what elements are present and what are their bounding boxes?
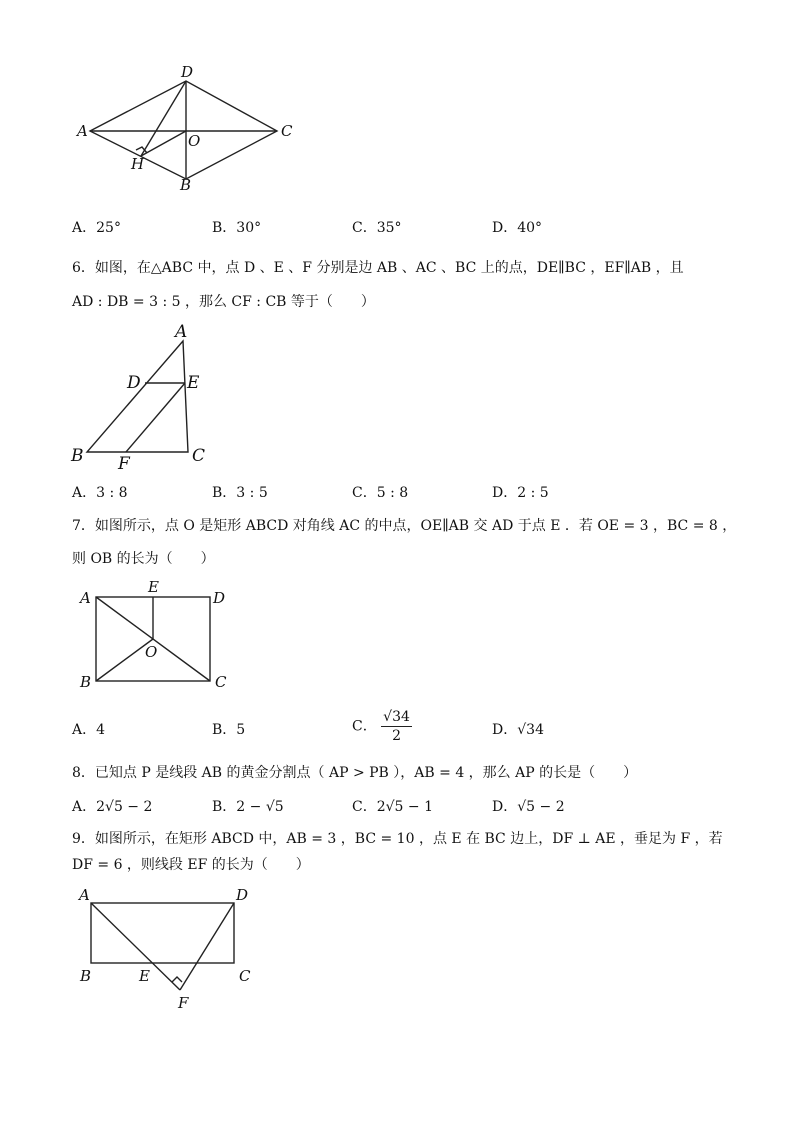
q8-stem-line1: 8．已知点 P 是线段 AB 的黄金分割点（ AP > PB ），AB = 4 ，那么 AP 的长是（ ） xyxy=(72,765,638,781)
label-o: O xyxy=(188,132,201,150)
label-a: A xyxy=(79,886,90,904)
q9-stem-line1: 9．如图所示，在矩形 ABCD 中，AB = 3 ，BC = 10 ，点 E 在 BC 边上，DF ⊥ AE ，垂足为 F ，若 xyxy=(72,831,723,847)
label-c: C xyxy=(281,122,293,140)
q7-stem-line2: 则 OB 的长为（ ） xyxy=(72,551,215,567)
label-b: B xyxy=(80,967,92,985)
q6-option-a[interactable]: A．3 : 8 xyxy=(72,485,128,501)
q6-option-b[interactable]: B．3 : 5 xyxy=(212,485,268,501)
label-f: F xyxy=(178,994,189,1012)
q8-option-d[interactable]: D．√5 − 2 xyxy=(492,799,565,815)
rectangle-abcd xyxy=(91,903,234,963)
q7-option-b[interactable]: B．5 xyxy=(212,722,246,738)
q6-triangle-figure xyxy=(68,322,218,472)
q5-option-b[interactable]: B．30° xyxy=(212,220,262,236)
rhombus-outline xyxy=(90,81,277,179)
q6-stem-line1: 6．如图，在△ABC 中，点 D 、E 、F 分别是边 AB 、AC 、BC 上的点，DE∥BC ，EF∥AB ，且 xyxy=(72,260,684,276)
label-h: H xyxy=(131,155,145,173)
label-e: E xyxy=(187,373,200,393)
label-d: D xyxy=(127,373,141,393)
label-d: D xyxy=(213,589,226,607)
q8-option-c[interactable]: C．2√5 − 1 xyxy=(352,799,433,815)
q6-option-c[interactable]: C．5 : 8 xyxy=(352,485,409,501)
q5-rhombus-figure xyxy=(70,62,310,197)
label-d: D xyxy=(236,886,249,904)
q6-stem-line2: AD : DB = 3 : 5 ，那么 CF : CB 等于（ ） xyxy=(72,294,375,310)
q7-option-a[interactable]: A．4 xyxy=(72,722,106,738)
q9-rectangle-figure xyxy=(70,880,270,1020)
q6-option-d[interactable]: D．2 : 5 xyxy=(492,485,549,501)
q8-option-b[interactable]: B．2 − √5 xyxy=(212,799,284,815)
label-c: C xyxy=(215,673,227,691)
q7-stem-line1: 7．如图所示，点 O 是矩形 ABCD 对角线 AC 的中点，OE∥AB 交 AD 于点 E ．若 OE = 3 ，BC = 8 ， xyxy=(72,518,737,534)
label-d: D xyxy=(181,63,194,81)
q7-rectangle-figure xyxy=(70,576,240,696)
label-a: A xyxy=(80,589,91,607)
q5-option-a[interactable]: A．25° xyxy=(72,220,121,236)
segment-ef xyxy=(126,383,185,452)
segment-ae-extended xyxy=(91,903,180,990)
segment-df xyxy=(180,903,234,990)
label-b: B xyxy=(71,446,84,466)
fraction: $\frac{√34}{2}$ xyxy=(383,709,410,744)
label-c: C xyxy=(239,967,251,985)
q5-option-c[interactable]: C．35° xyxy=(352,220,402,236)
label-f: F xyxy=(118,454,130,474)
label-a: A xyxy=(175,322,188,342)
q7-option-c[interactable]: C． $\frac{√34}{2}$ xyxy=(352,709,410,744)
q5-option-d[interactable]: D．40° xyxy=(492,220,543,236)
label-b: B xyxy=(180,176,192,194)
label-b: B xyxy=(80,673,92,691)
q9-stem-line2: DF = 6 ，则线段 EF 的长为（ ） xyxy=(72,857,310,873)
label-a: A xyxy=(77,122,88,140)
label-o: O xyxy=(145,643,158,661)
q7-option-d[interactable]: D．√34 xyxy=(492,722,544,738)
label-c: C xyxy=(192,446,206,466)
label-e: E xyxy=(139,967,150,985)
q8-option-a[interactable]: A．2√5 − 2 xyxy=(72,799,153,815)
right-angle-mark xyxy=(172,977,182,982)
label-e: E xyxy=(148,578,159,596)
